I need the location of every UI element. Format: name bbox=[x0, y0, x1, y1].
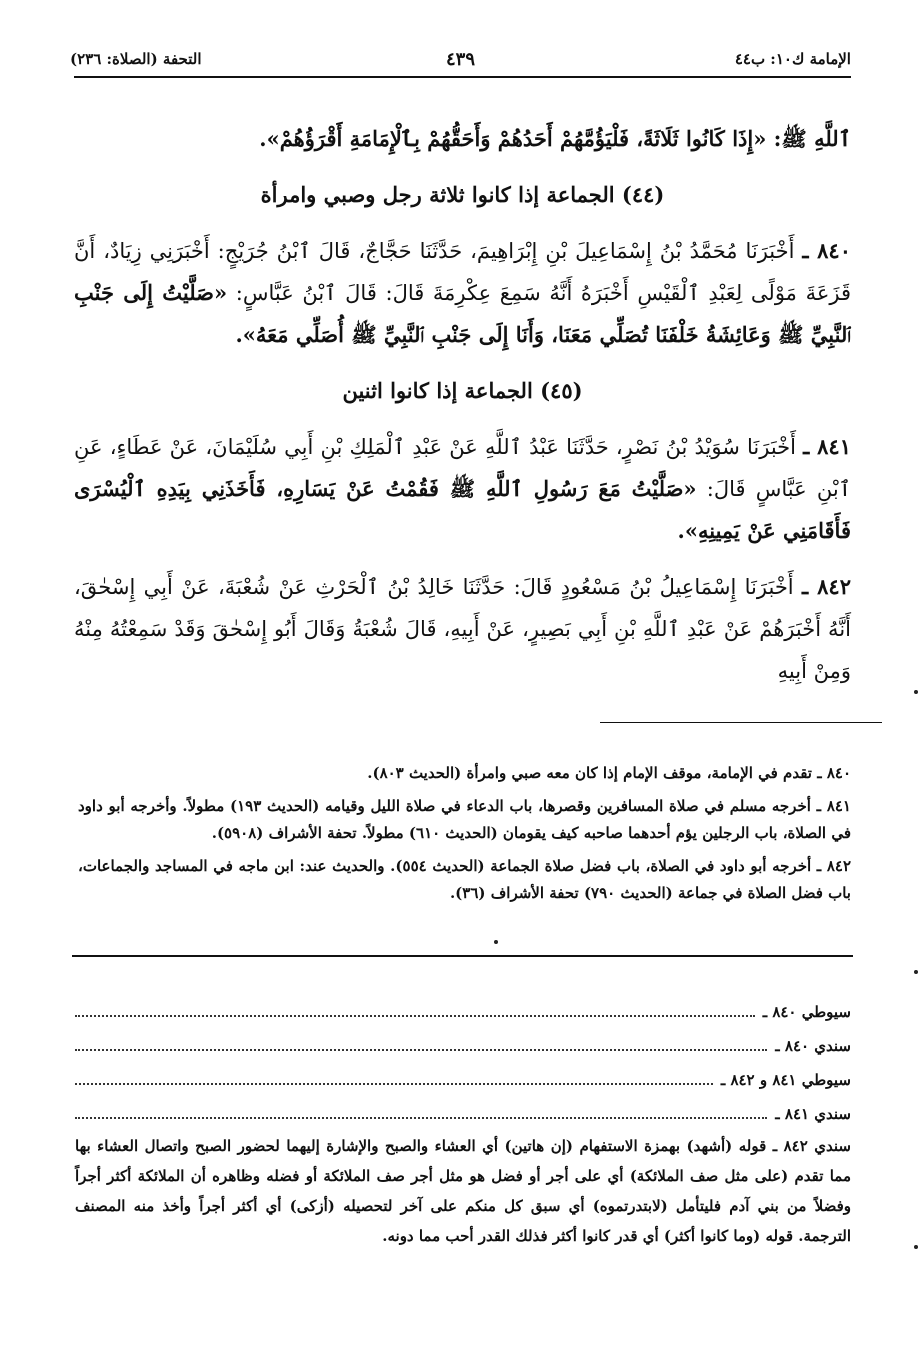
sindi-842-commentary: سندي ٨٤٢ ـ قوله (أشهد) بهمزة الاستفهام (إن هاتين) أي العشاء والصبح والإشارة إليهما لحضور الصبح واتصال العشاء بها مما تقدم (على مثل صف الملائكة) أي على أجر أو فضل هو مثل أجر صف الملائكة أو فضله وظاهره أن الملائكة أكثر أجراً وفضلاً من بني آدم فليتأمل (لابتدرتموه) أي سبق كل منكم على آخر لتحصيله (أزكى) أي أكثر أجراً وأخذ منه المصنف الترجمة. قوله (وما كانوا أكثر) أي قدر كانوا أكثر فذلك القدر أحب مما دونه. bbox=[75, 1137, 851, 1245]
footnote-841: ٨٤١ ـ أخرجه مسلم في صلاة المسافرين وقصرها، باب الدعاء في صلاة الليل وقيامه (الحديث ١٩٣) مطولاً. وأخرجه أبو داود في الصلاة، باب الرجلين يؤم أحدهما صاحبه كيف يقومان (الحديث ٦١٠) مطولاً. تحفة الأشراف (٥٩٠٨). bbox=[78, 797, 851, 842]
hadith-number: ٨٤٢ ـ bbox=[802, 574, 851, 599]
margin-mark bbox=[914, 1245, 918, 1249]
note-line bbox=[75, 1029, 851, 1063]
note-line bbox=[75, 1063, 851, 1097]
hadith-isnad: أَخْبَرَنَا سُوَيْدُ بْنُ نَصْرٍ، حَدَّثَنَا عَبْدُ ٱللَّهِ عَنْ عَبْدِ ٱلْمَلِكِ بْنِ أَبِي سُلَيْمَانَ، عَنْ عَطَاءٍ، عَنِ ٱبْنِ عَبَّاسٍ قَالَ: bbox=[74, 435, 851, 501]
dotted-leader bbox=[75, 1003, 755, 1017]
header-divider bbox=[74, 76, 851, 78]
dotted-leader bbox=[75, 1071, 713, 1085]
hadith-isnad: أَخْبَرَنَا إِسْمَاعِيلُ بْنُ مَسْعُودٍ قَالَ: حَدَّثَنَا خَالِدُ بْنُ ٱلْحَرْثِ عَنْ شُعْبَةَ، عَنْ أَبِي إِسْحٰقَ، أَنَّهُ أَخْبَرَهُمْ عَنْ عَبْدِ ٱللَّهِ بْنِ أَبِي بَصِيرٍ، عَنْ أَبِيهِ، قَالَ شُعْبَةُ وَقَالَ أَبُو إِسْحٰقَ وَقَدْ سَمِعْتُهُ مِنْهُ وَمِنْ أَبِيهِ bbox=[74, 575, 851, 683]
main-text bbox=[74, 118, 851, 706]
note-label: سندي ٨٤١ ـ bbox=[775, 1105, 851, 1123]
chapter-heading-45: (٤٥) الجماعة إذا كانوا اثنين bbox=[342, 378, 583, 403]
hadith-matn: «صَلَّيْتُ مَعَ رَسُولِ ٱللَّهِ ﷺ فَقُمْتُ عَنْ يَسَارِهِ، فَأَخَذَنِي بِيَدِهِ ٱلْيُسْرَى فَأَقَامَنِي عَنْ يَمِينِهِ». bbox=[74, 476, 851, 543]
note-line bbox=[75, 995, 851, 1029]
hadith-841 bbox=[74, 426, 851, 552]
intro-hadith-end: ٱللَّهِ ﷺ: «إِذَا كَانُوا ثَلَاثَةً، فَلْيَؤُمَّهُمْ أَحَدُهُمْ وَأَحَقُّهُمْ بِٱلْإِمَامَةِ أَقْرَؤُهُمْ». bbox=[259, 126, 851, 151]
center-mark bbox=[494, 940, 498, 944]
footnote-840: ٨٤٠ ـ تقدم في الإمامة، موقف الإمام إذا كان معه صبي وامرأة (الحديث ٨٠٣). bbox=[367, 764, 851, 782]
commentary-divider bbox=[72, 955, 853, 957]
footnote-842: ٨٤٢ ـ أخرجه أبو داود في الصلاة، باب فضل صلاة الجماعة (الحديث ٥٥٤). والحديث عند: ابن ماجه في المساجد والجماعات، باب فضل الصلاة في جماعة (الحديث ٧٩٠) تحفة الأشراف (٣٦). bbox=[78, 857, 852, 902]
dotted-leader bbox=[75, 1037, 767, 1051]
commentary bbox=[75, 995, 851, 1251]
hadith-isnad: أَخْبَرَنَا مُحَمَّدُ بْنُ إِسْمَاعِيلَ بْنِ إِبْرَاهِيمَ، حَدَّثَنَا حَجَّاجٌ، قَالَ ٱبْنُ جُرَيْجٍ: أَخْبَرَنِي زِيَادٌ، أَنَّ قَزَعَةَ مَوْلًى لِعَبْدِ ٱلْقَيْسِ أَخْبَرَهُ أَنَّهُ سَمِعَ عِكْرِمَةَ قَالَ: قَالَ ٱبْنُ عَبَّاسٍ: bbox=[74, 239, 851, 305]
page-number: ٤٣٩ bbox=[445, 48, 475, 70]
header-reference: التحفة (الصلاة: ٢٣٦) bbox=[70, 50, 202, 68]
margin-mark bbox=[914, 690, 918, 694]
note-label: سيوطي ٨٤١ و ٨٤٢ ـ bbox=[720, 1071, 851, 1089]
chapter-heading-44: (٤٤) الجماعة إذا كانوا ثلاثة رجل وصبي وامرأة bbox=[260, 182, 665, 207]
header-chapter: الإمامة ك١٠: ب٤٤ bbox=[734, 50, 851, 68]
hadith-840 bbox=[74, 230, 851, 356]
note-label: سيوطي ٨٤٠ ـ bbox=[762, 1003, 851, 1021]
dotted-leader bbox=[75, 1105, 767, 1119]
footnote-divider bbox=[600, 722, 882, 723]
hadith-842 bbox=[74, 566, 851, 692]
note-line bbox=[75, 1097, 851, 1131]
margin-mark bbox=[914, 970, 918, 974]
hadith-number: ٨٤٠ ـ bbox=[802, 238, 851, 263]
footnotes bbox=[78, 760, 851, 913]
hadith-matn: «صَلَّيْتُ إِلَى جَنْبِ ٱلنَّبِيِّ ﷺ وَعَائِشَةُ خَلْفَنَا تُصَلِّي مَعَنَا، وَأَنَا إِلَى جَنْبِ ٱلنَّبِيِّ ﷺ أُصَلِّي مَعَهُ». bbox=[74, 280, 851, 347]
note-label: سندي ٨٤٠ ـ bbox=[775, 1037, 851, 1055]
hadith-number: ٨٤١ ـ bbox=[803, 434, 851, 459]
page-header bbox=[70, 44, 851, 74]
